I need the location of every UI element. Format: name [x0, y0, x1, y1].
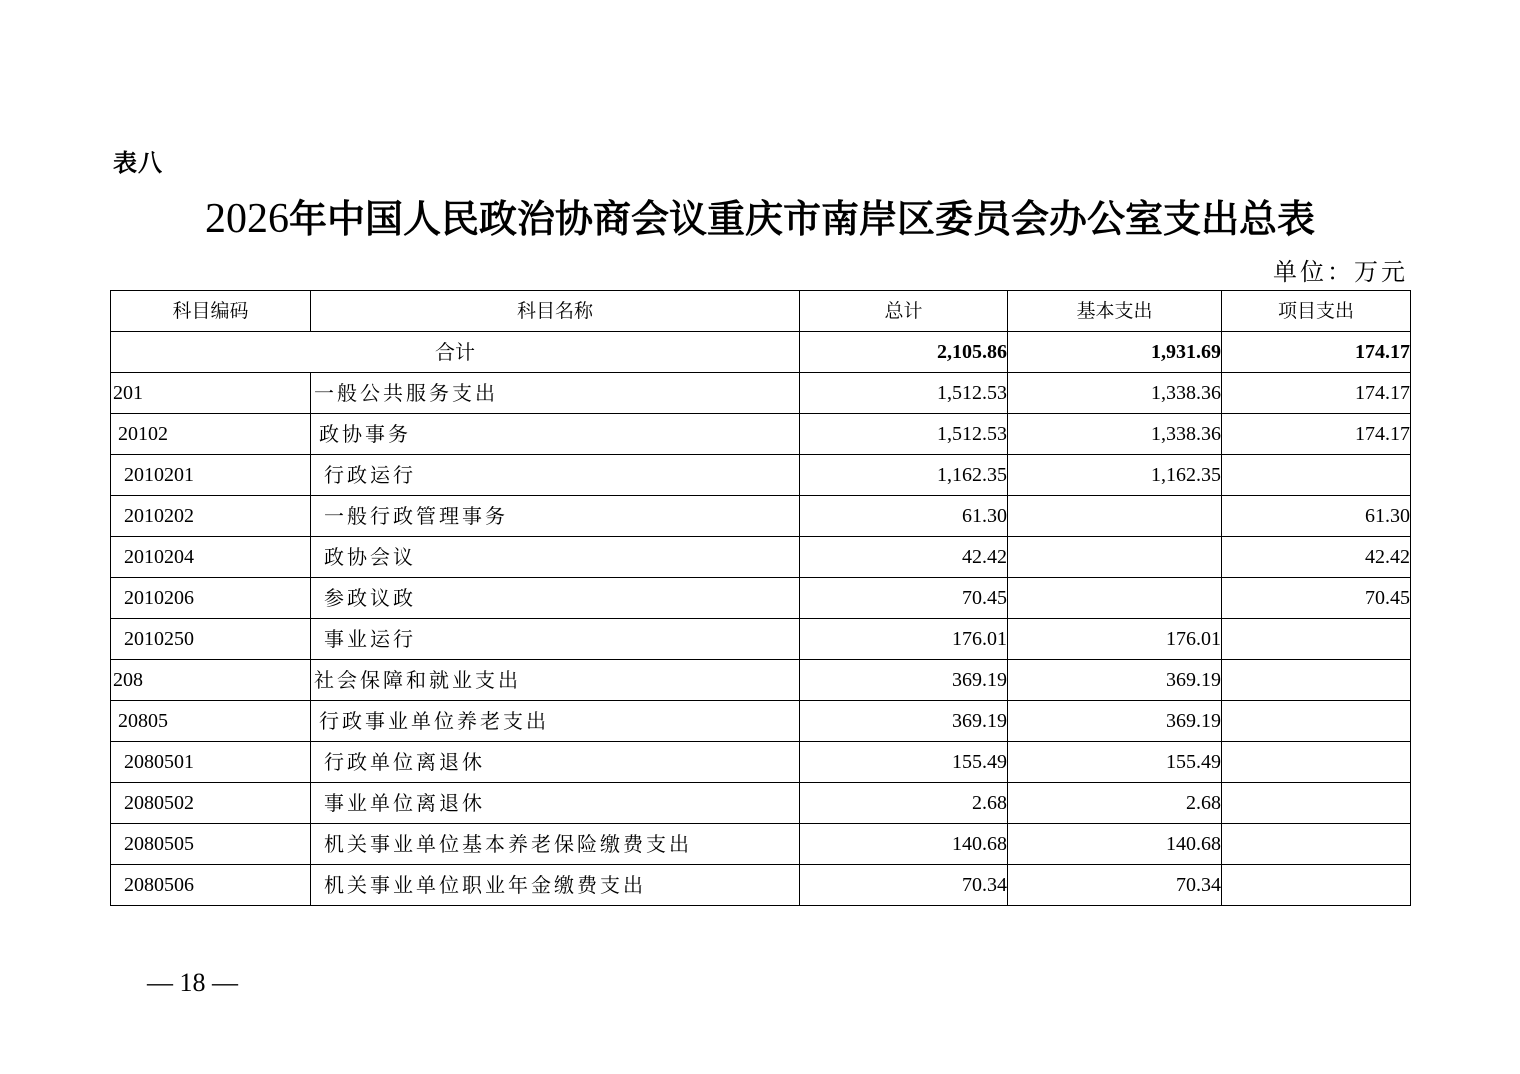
row-total: 155.49 — [800, 742, 1008, 783]
row-code: 2080506 — [111, 865, 311, 906]
row-name: 行政事业单位养老支出 — [311, 701, 800, 742]
row-basic: 70.34 — [1008, 865, 1222, 906]
row-name: 政协事务 — [311, 414, 800, 455]
row-code: 2080501 — [111, 742, 311, 783]
row-project — [1222, 865, 1411, 906]
table-row — [111, 660, 1411, 701]
row-code: 208 — [111, 660, 311, 701]
row-project: 61.30 — [1222, 496, 1411, 537]
row-project — [1222, 701, 1411, 742]
row-total: 61.30 — [800, 496, 1008, 537]
table-row — [111, 455, 1411, 496]
row-name: 行政运行 — [311, 455, 800, 496]
table-row — [111, 578, 1411, 619]
expenditure-table — [110, 290, 1411, 906]
row-total: 1,512.53 — [800, 373, 1008, 414]
row-project: 42.42 — [1222, 537, 1411, 578]
row-name: 参政议政 — [311, 578, 800, 619]
row-basic: 176.01 — [1008, 619, 1222, 660]
row-name: 事业运行 — [311, 619, 800, 660]
row-basic: 369.19 — [1008, 660, 1222, 701]
table-row — [111, 619, 1411, 660]
row-code: 2010202 — [111, 496, 311, 537]
row-total: 70.45 — [800, 578, 1008, 619]
total-label: 合计 — [111, 332, 800, 373]
row-code: 20805 — [111, 701, 311, 742]
table-row — [111, 496, 1411, 537]
table-row — [111, 742, 1411, 783]
row-total: 140.68 — [800, 824, 1008, 865]
header-code: 科目编码 — [111, 291, 311, 332]
row-code: 20102 — [111, 414, 311, 455]
title-year: 2026 — [204, 196, 289, 242]
table-row — [111, 537, 1411, 578]
header-name: 科目名称 — [311, 291, 800, 332]
row-basic — [1008, 496, 1222, 537]
row-total: 369.19 — [800, 701, 1008, 742]
row-project — [1222, 824, 1411, 865]
row-project — [1222, 455, 1411, 496]
table-row — [111, 783, 1411, 824]
table-row — [111, 414, 1411, 455]
row-name: 社会保障和就业支出 — [311, 660, 800, 701]
row-project: 174.17 — [1222, 414, 1411, 455]
table-label: 表八 — [113, 149, 163, 177]
row-name: 机关事业单位基本养老保险缴费支出 — [311, 824, 800, 865]
row-project — [1222, 742, 1411, 783]
row-basic: 140.68 — [1008, 824, 1222, 865]
row-code: 201 — [111, 373, 311, 414]
row-code: 2010204 — [111, 537, 311, 578]
header-basic: 基本支出 — [1008, 291, 1222, 332]
row-code: 2010201 — [111, 455, 311, 496]
row-code: 2080505 — [111, 824, 311, 865]
row-total: 176.01 — [800, 619, 1008, 660]
row-total: 1,162.35 — [800, 455, 1008, 496]
title-text: 年中国人民政治协商会议重庆市南岸区委员会办公室支出总表 — [288, 197, 1315, 241]
row-total: 369.19 — [800, 660, 1008, 701]
row-name: 政协会议 — [311, 537, 800, 578]
row-project — [1222, 660, 1411, 701]
row-basic: 1,162.35 — [1008, 455, 1222, 496]
page-title — [0, 188, 1520, 243]
row-total: 2.68 — [800, 783, 1008, 824]
row-total: 70.34 — [800, 865, 1008, 906]
row-name: 机关事业单位职业年金缴费支出 — [311, 865, 800, 906]
row-project — [1222, 783, 1411, 824]
table-row — [111, 701, 1411, 742]
row-basic: 2.68 — [1008, 783, 1222, 824]
row-project: 174.17 — [1222, 373, 1411, 414]
row-basic: 1,338.36 — [1008, 414, 1222, 455]
table-row — [111, 824, 1411, 865]
row-code: 2080502 — [111, 783, 311, 824]
total-row — [111, 332, 1411, 373]
unit-label: 单位：万元 — [1273, 258, 1408, 286]
total-total: 2,105.86 — [800, 332, 1008, 373]
row-basic: 155.49 — [1008, 742, 1222, 783]
row-code: 2010206 — [111, 578, 311, 619]
table-header-row — [111, 291, 1411, 332]
row-basic — [1008, 537, 1222, 578]
row-name: 一般公共服务支出 — [311, 373, 800, 414]
row-total: 1,512.53 — [800, 414, 1008, 455]
row-code: 2010250 — [111, 619, 311, 660]
row-name: 一般行政管理事务 — [311, 496, 800, 537]
table-row — [111, 865, 1411, 906]
row-basic: 369.19 — [1008, 701, 1222, 742]
row-project — [1222, 619, 1411, 660]
row-basic — [1008, 578, 1222, 619]
row-project: 70.45 — [1222, 578, 1411, 619]
table-row — [111, 373, 1411, 414]
total-project: 174.17 — [1222, 332, 1411, 373]
page-number: — 18 — — [147, 968, 238, 997]
total-basic: 1,931.69 — [1008, 332, 1222, 373]
header-project: 项目支出 — [1222, 291, 1411, 332]
row-name: 行政单位离退休 — [311, 742, 800, 783]
row-basic: 1,338.36 — [1008, 373, 1222, 414]
header-total: 总计 — [800, 291, 1008, 332]
row-name: 事业单位离退休 — [311, 783, 800, 824]
row-total: 42.42 — [800, 537, 1008, 578]
